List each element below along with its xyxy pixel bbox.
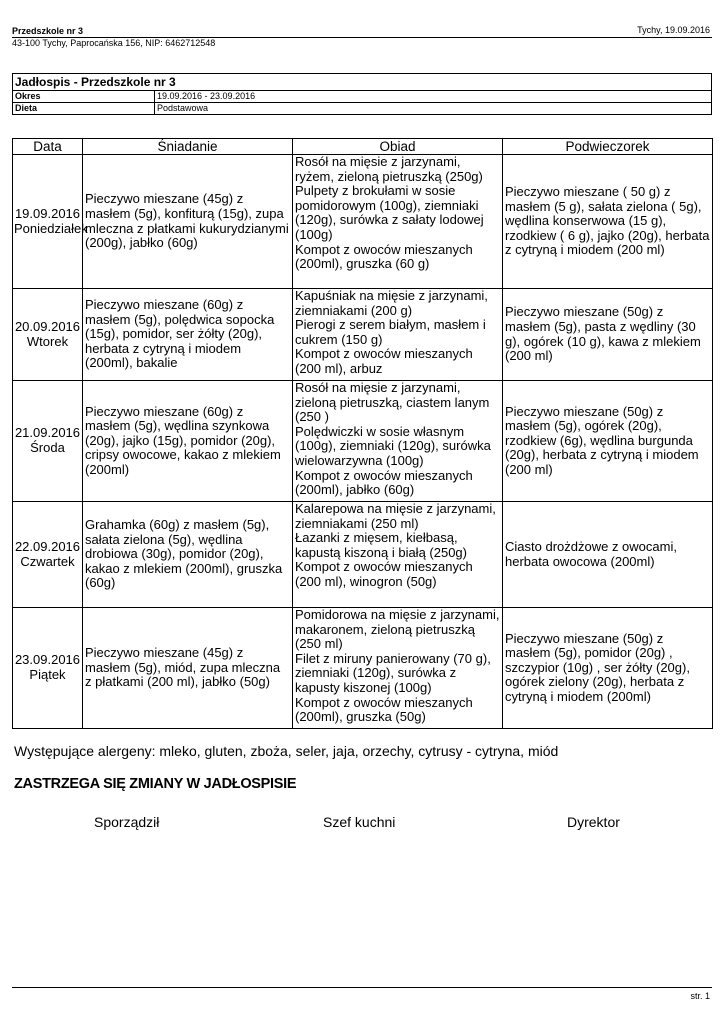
day-weekday: Piątek: [29, 667, 66, 682]
day-cell: [13, 381, 83, 502]
dinner-cell: [293, 608, 503, 729]
day-date: 21.09.2016: [14, 425, 81, 441]
dinner-soup: Kalarepowa na mięsie z jarzynami, ziemniakami (250 ml): [295, 501, 496, 531]
dinner-drink: Kompot z owoców mieszanych (200ml), jabłko (60g): [295, 467, 473, 498]
dinner-drink: Kompot z owoców mieszanych (200 ml), arbuz: [295, 346, 473, 376]
dinner-main: Pierogi z serem białym, masłem i cukrem (150 g): [295, 317, 486, 347]
table-row: [13, 608, 713, 729]
column-header-breakfast: Śniadanie: [83, 139, 293, 155]
period-label: Okres: [13, 91, 155, 103]
dinner-cell: [293, 502, 503, 608]
day-weekday: Czwartek: [20, 553, 75, 569]
menu-title: Jadłospis - Przedszkole nr 3: [13, 74, 712, 91]
breakfast-cell: Pieczywo mieszane (60g) z masłem (5g), polędwica sopocka (15g), pomidor, ser żółty (20g), herbata z cytryną i miodem (200ml), bakalie: [83, 289, 293, 381]
school-address: 43-100 Tychy, Paprocańska 156, NIP: 6462712548: [12, 38, 216, 48]
period-value: 19.09.2016 - 23.09.2016: [155, 91, 712, 103]
signature-head-chef: Szef kuchni: [323, 814, 396, 830]
snack-cell: Pieczywo mieszane (50g) z masłem (5g), pasta z wędliny (30 g), ogórek (10 g), kawa z mlekiem (200 ml): [503, 289, 713, 381]
day-date: 20.09.2016: [14, 318, 81, 334]
dinner-soup: Kapuśniak na mięsie z jarzynami, ziemniakami (200 g): [295, 288, 488, 318]
menu-change-notice: ZASTRZEGA SIĘ ZMIANY W JADŁOSPISIE: [14, 776, 297, 792]
dinner-cell: [293, 289, 503, 381]
dinner-soup: Pomidorowa na mięsie z jarzynami, makaronem, zieloną pietruszką (250 ml): [295, 607, 500, 652]
diet-label: Dieta: [13, 103, 155, 115]
dinner-soup: Rosół na mięsie z jarzynami, zieloną pietruszką, ciastem lanym (250 ): [295, 380, 490, 425]
signature-prepared-by: Sporządził: [94, 814, 160, 830]
dinner-drink: Kompot z owoców mieszanych (200 ml), winogron (50g): [295, 559, 473, 589]
breakfast-cell: Pieczywo mieszane (45g) z masłem (5g), miód, zupa mleczna z płatkami (200 ml), jabłko (50g): [83, 608, 293, 729]
header-divider: [12, 37, 712, 38]
dinner-main: Pulpety z brokułami w sosie pomidorowym (100g), ziemniaki (120g), surówka z sałaty lodowej (100g): [295, 183, 484, 242]
dinner-drink: Kompot z owoców mieszanych (200ml), gruszka (50g): [295, 694, 473, 725]
snack-cell: Pieczywo mieszane (50g) z masłem (5g), pomidor (20g) , szczypior (10g) , ser żółty (20g), ogórek zielony (20g), herbata z cytryną i miodem (200ml): [503, 608, 713, 729]
menu-table: [12, 138, 713, 729]
day-weekday: Wtorek: [26, 333, 69, 349]
column-header-date: Data: [13, 139, 83, 155]
menu-info-table: [12, 73, 712, 115]
day-date: 19.09.2016: [14, 205, 81, 221]
page-number: str. 1: [690, 991, 710, 1001]
column-header-dinner: Obiad: [293, 139, 503, 155]
breakfast-cell: Pieczywo mieszane (45g) z masłem (5g), konfiturą (15g), zupa mleczna z płatkami kukurydzianymi (200g), jabłko (60g): [83, 155, 293, 289]
snack-cell: Pieczywo mieszane (50g) z masłem (5g), ogórek (20g), rzodkiew (6g), wędlina burgunda (20g), herbata z cytryną i miodem (200 ml): [503, 381, 713, 502]
day-weekday: Poniedziałek: [14, 220, 88, 236]
breakfast-cell: Pieczywo mieszane (60g) z masłem (5g), wędlina szynkowa (20g), jajko (15g), pomidor (20g), cripsy owocowe, kakao z mlekiem (200ml): [83, 381, 293, 502]
breakfast-cell: Grahamka (60g) z masłem (5g), sałata zielona (5g), wędlina drobiowa (30g), pomidor (20g), kakao z mlekiem (200ml), gruszka (60g): [83, 502, 293, 608]
table-row: [13, 289, 713, 381]
place-date: Tychy, 19.09.2016: [637, 25, 710, 35]
dinner-main: Polędwiczki w sosie własnym (100g), ziemniaki (120g), surówka wielowarzywna (100g): [295, 423, 491, 468]
day-cell: [13, 502, 83, 608]
dinner-cell: [293, 381, 503, 502]
table-row: [13, 502, 713, 608]
dinner-drink: Kompot z owoców mieszanych (200ml), gruszka (60 g): [295, 241, 473, 272]
day-cell: [13, 289, 83, 381]
day-date: 23.09.2016: [14, 652, 81, 668]
dinner-cell: [293, 155, 503, 289]
signature-director: Dyrektor: [567, 814, 620, 830]
footer-divider: [12, 987, 712, 988]
dinner-main: Filet z miruny panierowany (70 g), ziemniaki (120g), surówka z kapusty kiszonej (100g): [295, 650, 491, 695]
table-row: [13, 155, 713, 289]
day-date: 22.09.2016: [14, 538, 81, 554]
day-weekday: Środa: [30, 440, 65, 455]
school-name: Przedszkole nr 3: [12, 26, 84, 36]
snack-cell: Ciasto drożdżowe z owocami, herbata owocowa (200ml): [503, 502, 713, 608]
snack-cell: Pieczywo mieszane ( 50 g) z masłem (5 g), sałata zielona ( 5g), wędlina konserwowa (15 g), rzodkiew ( 6 g), jajko (20g), herbata z cytryną i miodem (200 ml): [503, 155, 713, 289]
dinner-soup: Rosół na mięsie z jarzynami, ryżem, zieloną pietruszką (250g): [295, 154, 483, 184]
allergens-text: Występujące alergeny: mleko, gluten, zboża, seler, jaja, orzechy, cytrusy - cytryna, miód: [14, 743, 559, 759]
diet-value: Podstawowa: [155, 103, 712, 115]
day-cell: [13, 155, 88, 289]
dinner-main: Łazanki z mięsem, kiełbasą, kapustą kiszoną i białą (250g): [295, 530, 467, 560]
table-row: [13, 381, 713, 502]
column-header-snack: Podwieczorek: [503, 139, 713, 155]
menu-header-row: [13, 139, 713, 155]
day-cell: [13, 608, 83, 729]
